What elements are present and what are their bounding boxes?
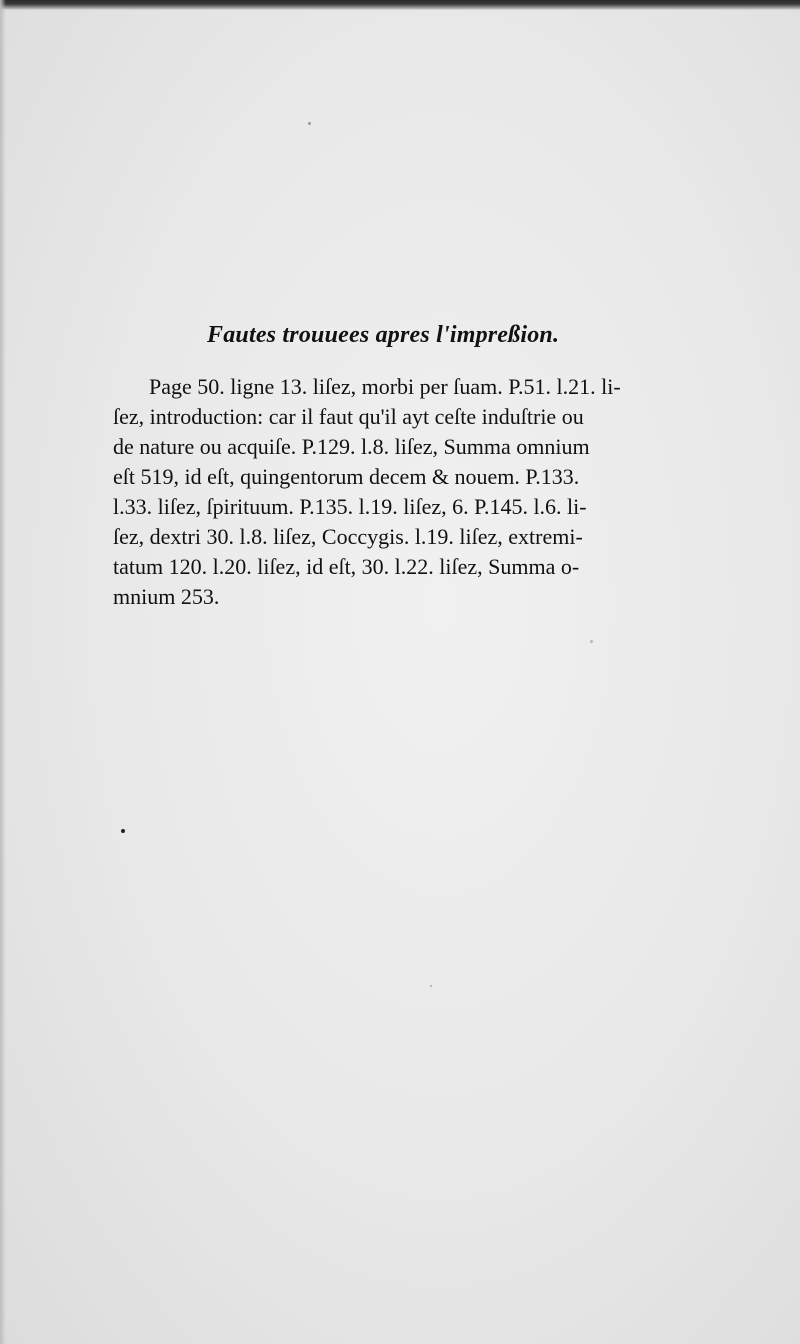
errata-line: ſez, introduction: car il faut qu'il ayt ceſte induſtrie ou — [113, 404, 584, 429]
errata-line: l.33. liſez, ſpirituum. P.135. l.19. liſez, 6. P.145. l.6. li- — [113, 494, 587, 519]
errata-line: mnium 253. — [113, 584, 220, 609]
errata-line: eſt 519, id eſt, quingentorum decem & nouem. P.133. — [113, 464, 580, 489]
errata-line: de nature ou acquiſe. P.129. l.8. liſez, Summa omnium — [113, 434, 590, 459]
page-top-shadow — [0, 0, 800, 10]
ink-speck — [430, 985, 432, 987]
errata-line: tatum 120. l.20. liſez, id eſt, 30. l.22. liſez, Summa o- — [113, 554, 580, 579]
errata-text — [113, 372, 683, 612]
errata-line: ſez, dextri 30. l.8. liſez, Coccygis. l.19. liſez, extremi- — [113, 524, 583, 549]
ink-speck — [121, 829, 125, 833]
page-left-shadow — [0, 0, 6, 1344]
ink-speck — [308, 122, 311, 125]
errata-line: Page 50. ligne 13. liſez, morbi per ſuam. P.51. l.21. li- — [149, 374, 621, 399]
ink-speck — [590, 640, 593, 643]
errata-heading: Fautes trouuees apres l'impreßion. — [207, 322, 560, 348]
